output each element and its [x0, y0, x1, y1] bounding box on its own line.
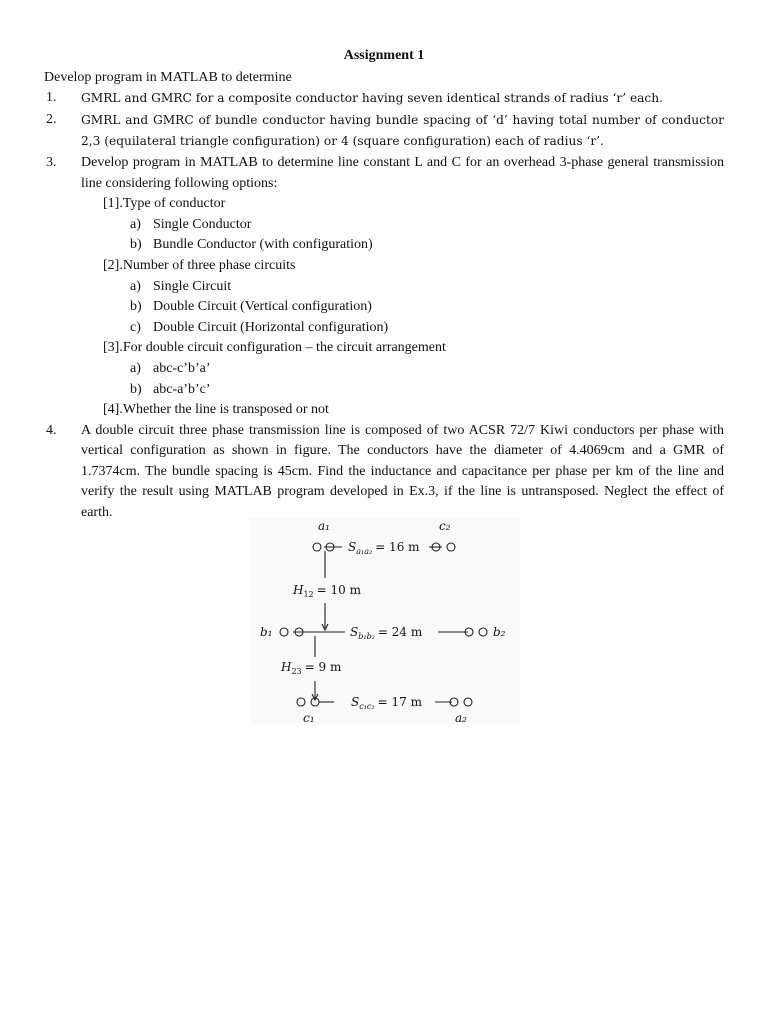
option-label: [1].Type of conductor	[103, 196, 226, 212]
sub-option-text: Double Circuit (Vertical configuration)	[153, 299, 372, 315]
conductor-configuration-figure	[250, 518, 520, 724]
item-number: 2.	[46, 111, 57, 127]
sub-option	[130, 318, 724, 339]
sub-option-letter: b)	[130, 237, 142, 253]
height-12-label: $H_{12} = 10$ m	[293, 583, 361, 599]
label-a2: a₂	[455, 711, 467, 724]
label-c1: c₁	[303, 711, 315, 724]
height-23-label: $H_{23} = 9$ m	[281, 660, 342, 676]
sub-option	[130, 297, 724, 318]
spacing-c-label: $S_{c_1c_2} = 17$ m	[351, 695, 422, 711]
intro-text: Develop program in MATLAB to determine	[44, 69, 292, 85]
option-2	[66, 256, 724, 338]
sub-option-letter: c)	[130, 319, 141, 335]
list-item-4	[44, 421, 724, 524]
spacing-a-label: $S_{a_1a_2} = 16$ m	[348, 540, 420, 556]
option-label: [4].Whether the line is transposed or not	[103, 402, 329, 418]
sub-option-letter: a)	[130, 360, 141, 376]
option-label: [3].For double circuit configuration – the circuit arrangement	[103, 340, 446, 356]
sub-option-text: Single Circuit	[153, 278, 232, 294]
conductor-c2-outer	[447, 543, 455, 551]
sub-option-letter: b)	[130, 381, 142, 397]
sub-option-text: Single Conductor	[153, 216, 252, 232]
conductor-c1-outer	[297, 698, 305, 706]
option-label: [2].Number of three phase circuits	[103, 257, 296, 273]
sub-option	[130, 215, 724, 236]
list-item-1	[44, 88, 724, 110]
item-number: 3.	[46, 154, 57, 170]
conductor-b1-outer	[280, 628, 288, 636]
sub-option-letter: a)	[130, 216, 141, 232]
sub-option	[130, 235, 724, 256]
list-item-3	[44, 153, 724, 194]
conductor-b2-outer	[479, 628, 487, 636]
sub-option-text: abc-c’b’a’	[153, 360, 211, 376]
option-3	[66, 338, 724, 400]
item-text: GMRL and GMRC of bundle conductor having bundle spacing of ‘d’ having total number of conductor 2,3 (equilateral triangle configuration) or 4 (square configuration) each of radius ‘r’.	[81, 112, 724, 149]
sub-option	[130, 277, 724, 298]
sub-option-letter: a)	[130, 278, 141, 294]
sub-option-text: Double Circuit (Horizontal configuration)	[153, 319, 389, 335]
label-b1: b₁	[260, 625, 273, 639]
sub-option-text: Bundle Conductor (with configuration)	[153, 237, 373, 253]
sub-option	[130, 359, 724, 380]
item-number: 4.	[46, 422, 57, 438]
assignment-title: Assignment 1	[343, 48, 425, 63]
item-text: A double circuit three phase transmission line is composed of two ACSR 72/7 Kiwi conductors per phase with vertical configuration as shown in figure. The conductors have the diameter of 4.4069cm and a GMR of 1.7374cm. The bundle spacing is 45cm. Find the inductance and capacitance per phase per km of the line and verify the result using MATLAB program developed in Ex.3, if the line is untransposed. Neglect the effect of earth.	[81, 422, 724, 521]
item-text: Develop program in MATLAB to determine line constant L and C for an overhead 3-phase general transmission line considering following options:	[81, 154, 724, 191]
sub-option	[130, 380, 724, 401]
label-a1: a₁	[318, 519, 330, 533]
figure-svg	[250, 518, 520, 724]
label-c2: c₂	[439, 519, 451, 533]
conductor-a1-outer	[313, 543, 321, 551]
option-4	[66, 400, 724, 421]
document-page	[44, 46, 724, 524]
label-b2: b₂	[493, 625, 506, 639]
sub-option-letter: b)	[130, 299, 142, 315]
sub-option-text: abc-a’b’c’	[153, 381, 211, 397]
list-item-2	[44, 110, 724, 153]
spacing-b-label: $S_{b_1b_2} = 24$ m	[350, 625, 423, 641]
item-number: 1.	[46, 90, 57, 106]
option-1	[66, 194, 724, 256]
item-text: GMRL and GMRC for a composite conductor having seven identical strands of radius ‘r’ each.	[81, 91, 663, 106]
conductor-a2-outer	[464, 698, 472, 706]
